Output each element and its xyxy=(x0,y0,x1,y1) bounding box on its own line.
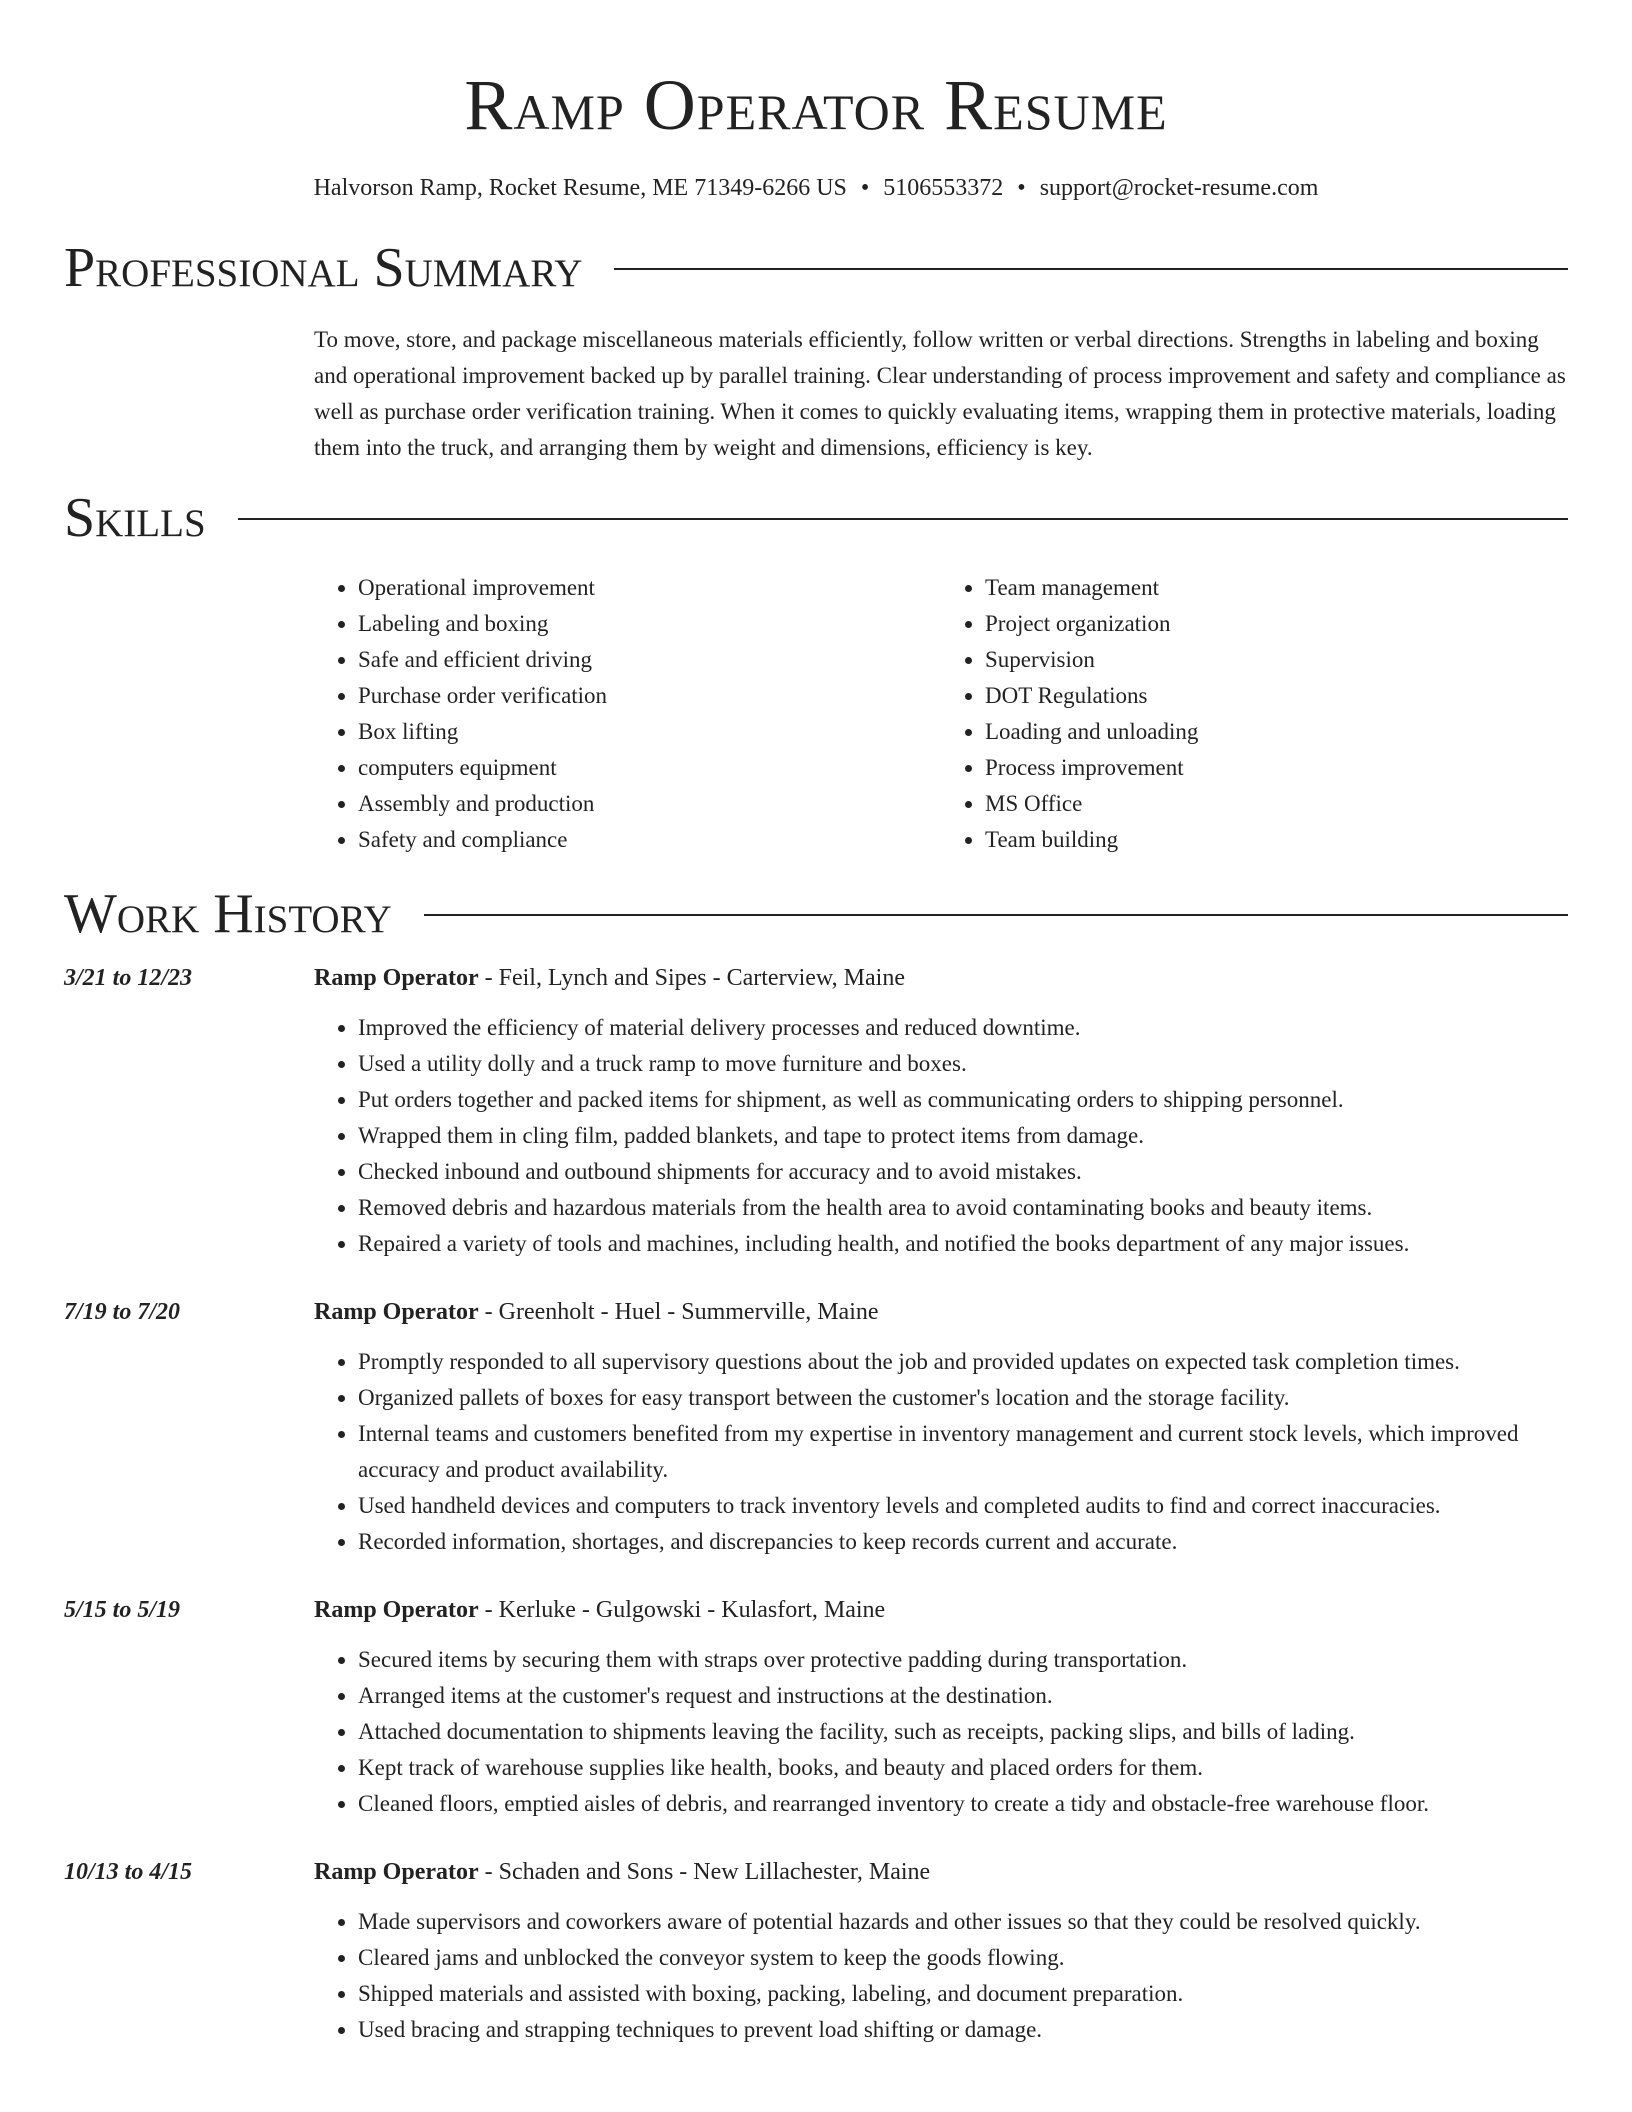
job-bullet: • Cleared jams and unblocked the conveyor system to keep the goods flowing. xyxy=(358,1940,1568,1976)
job-entry xyxy=(64,960,1568,1262)
skills-section-header xyxy=(64,486,1568,550)
job-bullets xyxy=(314,1010,1568,1262)
job-bullet: • Attached documentation to shipments leaving the facility, such as receipts, packing slips, and bills of lading. xyxy=(358,1714,1568,1750)
summary-section-header xyxy=(64,236,1568,300)
resume-title: Ramp Operator Resume xyxy=(464,65,1168,145)
job-bullet: • Organized pallets of boxes for easy transport between the customer's location and the storage facility. xyxy=(358,1380,1568,1416)
skill-item: • Loading and unloading xyxy=(985,714,1568,750)
skill-item: • Project organization xyxy=(985,606,1568,642)
job-bullet: • Checked inbound and outbound shipments for accuracy and to avoid mistakes. xyxy=(358,1154,1568,1190)
job-title: Ramp Operator xyxy=(314,1299,479,1325)
job-bullet: • Repaired a variety of tools and machines, including health, and notified the books department of any major issues. xyxy=(358,1226,1568,1262)
job-entry xyxy=(64,1854,1568,2048)
contact-email: support@rocket-resume.com xyxy=(1039,175,1319,201)
skill-item: • Operational improvement xyxy=(358,570,941,606)
skill-item: • DOT Regulations xyxy=(985,678,1568,714)
job-bullet: • Promptly responded to all supervisory questions about the job and provided updates on expected task completion times. xyxy=(358,1344,1568,1380)
job-bullet: • Cleaned floors, emptied aisles of debris, and rearranged inventory to create a tidy and obstacle-free warehouse floor. xyxy=(358,1786,1568,1822)
job-company: - Schaden and Sons - New Lillachester, Maine xyxy=(478,1859,931,1885)
job-bullet: • Kept track of warehouse supplies like health, books, and beauty and placed orders for them. xyxy=(358,1750,1568,1786)
skill-item: • Safety and compliance xyxy=(358,822,941,858)
job-bullet: • Shipped materials and assisted with boxing, packing, labeling, and document preparation. xyxy=(358,1976,1568,2012)
skill-item: • Box lifting xyxy=(358,714,941,750)
summary-heading: Professional Summary xyxy=(64,237,583,299)
skills-column-right xyxy=(941,570,1568,858)
job-entry xyxy=(64,1592,1568,1822)
job-dates: 3/21 to 12/23 xyxy=(64,965,193,991)
summary-text: To move, store, and package miscellaneous materials efficiently, follow written or verbal directions. Strengths in labeling and boxing and operational improvement backed up by parallel training. Clear understanding of process improvement and safety and compliance as well as purchase order verification training. When it comes to quickly evaluating items, wrapping them in protective materials, loading them into the truck, and arranging them by weight and dimensions, efficiency is key. xyxy=(314,327,1566,460)
skill-item: • Team management xyxy=(985,570,1568,606)
skills-heading: Skills xyxy=(64,487,206,549)
job-title: Ramp Operator xyxy=(314,1859,479,1885)
skill-item: • MS Office xyxy=(985,786,1568,822)
job-bullet: • Internal teams and customers benefited from my expertise in inventory management and current stock levels, which improved accuracy and product availability. xyxy=(358,1416,1568,1488)
job-bullet: • Made supervisors and coworkers aware of potential hazards and other issues so that they could be resolved quickly. xyxy=(358,1904,1568,1940)
job-bullets xyxy=(314,1904,1568,2048)
job-company: - Feil, Lynch and Sipes - Carterview, Maine xyxy=(478,965,905,991)
job-company: - Greenholt - Huel - Summerville, Maine xyxy=(478,1299,879,1325)
skill-item: • Process improvement xyxy=(985,750,1568,786)
skill-item: • computers equipment xyxy=(358,750,941,786)
job-bullet: • Put orders together and packed items for shipment, as well as communicating orders to shipping personnel. xyxy=(358,1082,1568,1118)
job-bullet: • Secured items by securing them with straps over protective padding during transportation. xyxy=(358,1642,1568,1678)
contact-line xyxy=(0,172,1632,204)
job-bullet: • Improved the efficiency of material delivery processes and reduced downtime. xyxy=(358,1010,1568,1046)
job-entry xyxy=(64,1294,1568,1560)
job-bullet: • Removed debris and hazardous materials from the health area to avoid contaminating books and beauty items. xyxy=(358,1190,1568,1226)
work-section-header xyxy=(64,882,1568,946)
job-title: Ramp Operator xyxy=(314,965,479,991)
job-bullet: • Recorded information, shortages, and discrepancies to keep records current and accurate. xyxy=(358,1524,1568,1560)
job-title-line xyxy=(314,1854,1568,1890)
section-divider xyxy=(238,518,1568,520)
contact-separator: • xyxy=(860,175,870,201)
job-bullets xyxy=(314,1344,1568,1560)
job-bullet: • Used bracing and strapping techniques to prevent load shifting or damage. xyxy=(358,2012,1568,2048)
skill-item: • Labeling and boxing xyxy=(358,606,941,642)
skill-item: • Purchase order verification xyxy=(358,678,941,714)
section-divider xyxy=(424,914,1568,916)
job-company: - Kerluke - Gulgowski - Kulasfort, Maine xyxy=(478,1597,886,1623)
section-divider xyxy=(614,268,1568,270)
skills-column-left xyxy=(314,570,941,858)
job-title-line xyxy=(314,1592,1568,1628)
job-bullet: • Wrapped them in cling film, padded blankets, and tape to protect items from damage. xyxy=(358,1118,1568,1154)
job-bullet: • Arranged items at the customer's request and instructions at the destination. xyxy=(358,1678,1568,1714)
contact-address: Halvorson Ramp, Rocket Resume, ME 71349-6266 US xyxy=(313,175,847,201)
contact-phone: 5106553372 xyxy=(883,175,1004,201)
job-bullets xyxy=(314,1642,1568,1822)
job-title-line xyxy=(314,1294,1568,1330)
job-dates: 10/13 to 4/15 xyxy=(64,1859,193,1885)
job-dates: 5/15 to 5/19 xyxy=(64,1597,181,1623)
skill-item: • Supervision xyxy=(985,642,1568,678)
job-dates: 7/19 to 7/20 xyxy=(64,1299,181,1325)
skill-item: • Team building xyxy=(985,822,1568,858)
job-title-line xyxy=(314,960,1568,996)
skills-list xyxy=(314,570,1568,858)
skill-item: • Assembly and production xyxy=(358,786,941,822)
job-title: Ramp Operator xyxy=(314,1597,479,1623)
job-bullet: • Used handheld devices and computers to track inventory levels and completed audits to find and correct inaccuracies. xyxy=(358,1488,1568,1524)
contact-separator: • xyxy=(1017,175,1026,201)
work-heading: Work History xyxy=(64,883,392,945)
skill-item: • Safe and efficient driving xyxy=(358,642,941,678)
job-bullet: • Used a utility dolly and a truck ramp to move furniture and boxes. xyxy=(358,1046,1568,1082)
